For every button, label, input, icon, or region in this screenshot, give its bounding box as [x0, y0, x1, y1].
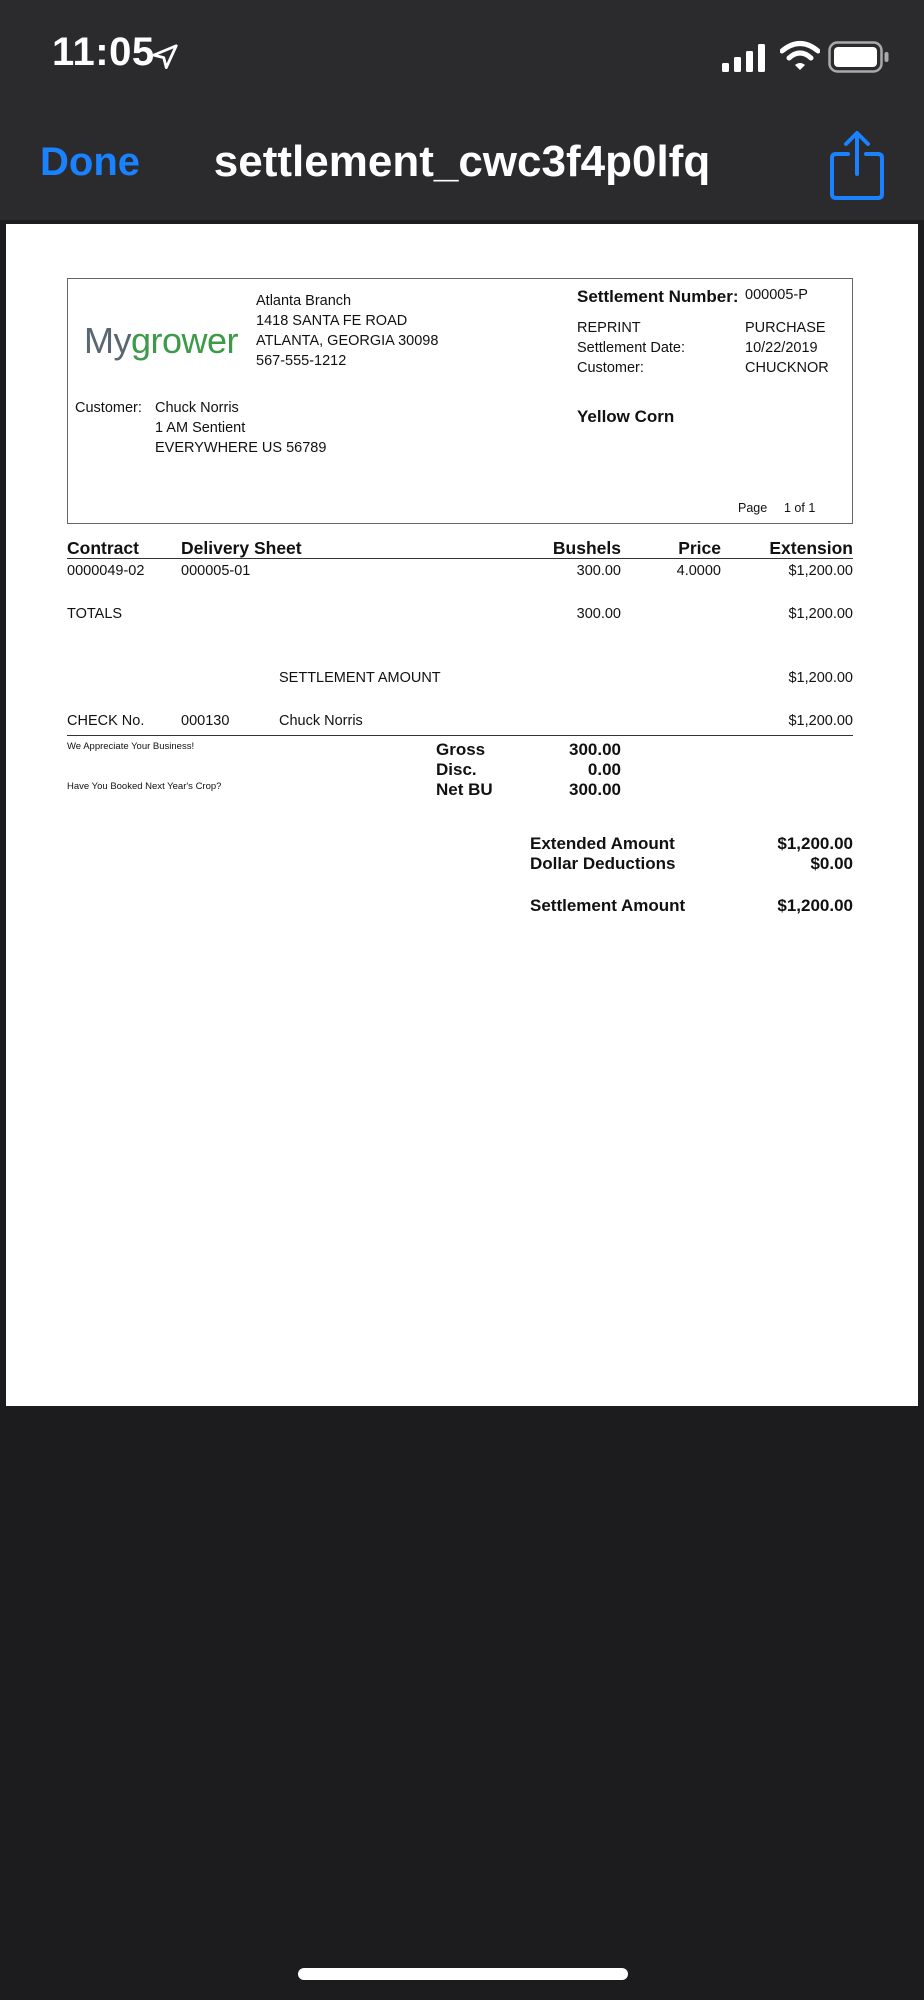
totals-bushels: 300.00: [576, 606, 621, 622]
col-extension: Extension: [769, 538, 853, 558]
share-icon[interactable]: [828, 128, 886, 202]
extended-amount-label: Extended Amount: [530, 834, 675, 853]
branch-phone: 567-555-1212: [256, 353, 347, 369]
status-time: 11:05: [52, 30, 155, 74]
reprint-label: REPRINT: [577, 320, 641, 336]
net-bu-value: 300.00: [569, 780, 621, 799]
branch-address-line1: 1418 SANTA FE ROAD: [256, 313, 408, 329]
customer-label: Customer:: [75, 400, 142, 416]
customer-address-line2: EVERYWHERE US 56789: [155, 440, 327, 456]
gross-label: Gross: [436, 740, 486, 759]
message-appreciate: We Appreciate Your Business!: [67, 741, 195, 752]
row-bushels: 300.00: [576, 563, 621, 579]
page-value: 1 of 1: [784, 501, 816, 515]
settlement-number: 000005-P: [745, 287, 808, 303]
customer-name: Chuck Norris: [155, 400, 239, 416]
dollar-deductions-label: Dollar Deductions: [530, 854, 676, 873]
reprint-value: PURCHASE: [745, 320, 826, 336]
wifi-icon: [780, 40, 820, 72]
home-indicator[interactable]: [298, 1968, 628, 1980]
check-number: 000130: [181, 713, 230, 729]
commodity: Yellow Corn: [577, 407, 675, 426]
header-rule: [67, 558, 853, 559]
col-contract: Contract: [67, 538, 139, 558]
location-arrow-icon: [150, 42, 180, 72]
customer-address-line1: 1 AM Sentient: [155, 420, 246, 436]
message-booked: Have You Booked Next Year's Crop?: [67, 781, 222, 792]
branch-address-line2: ATLANTA, GEORGIA 30098: [256, 333, 439, 349]
settlement-amount-label: SETTLEMENT AMOUNT: [279, 670, 441, 686]
row-contract: 0000049-02: [67, 563, 145, 579]
document-title: settlement_cwc3f4p0lfq: [213, 137, 711, 186]
totals-label: TOTALS: [67, 606, 123, 622]
settlement-date-label: Settlement Date:: [577, 340, 685, 356]
disc-label: Disc.: [436, 760, 477, 779]
gross-value: 300.00: [569, 740, 621, 759]
row-delivery-sheet: 000005-01: [181, 563, 251, 579]
settlement-amount-value: $1,200.00: [788, 670, 853, 686]
extended-amount-value: $1,200.00: [777, 834, 853, 853]
disc-value: 0.00: [587, 760, 621, 779]
customer-code: CHUCKNOR: [745, 360, 829, 376]
col-price: Price: [678, 538, 721, 558]
battery-icon: [828, 41, 890, 73]
settlement-amount-total-label: Settlement Amount: [530, 896, 686, 915]
col-bushels: Bushels: [552, 538, 621, 558]
customer-code-label: Customer:: [577, 360, 644, 376]
net-bu-label: Net BU: [436, 780, 493, 799]
done-button[interactable]: Done: [40, 140, 140, 184]
col-delivery-sheet: Delivery Sheet: [181, 538, 302, 558]
check-label: CHECK No.: [67, 713, 145, 729]
check-rule: [67, 735, 853, 736]
settlement-statement: [6, 224, 918, 1406]
settlement-date: 10/22/2019: [745, 340, 818, 356]
check-payee: Chuck Norris: [279, 713, 363, 729]
row-extension: $1,200.00: [788, 563, 853, 579]
row-price: 4.0000: [676, 563, 721, 579]
check-amount: $1,200.00: [788, 713, 853, 729]
settlement-amount-total-value: $1,200.00: [777, 896, 853, 915]
status-bar: [0, 0, 924, 110]
cellular-signal-icon: [722, 44, 766, 72]
dollar-deductions-value: $0.00: [810, 854, 853, 873]
page-label: Page: [738, 501, 768, 515]
mygrower-logo: Mygrower: [84, 320, 239, 361]
branch-name: Atlanta Branch: [256, 293, 352, 309]
navigation-bar: [0, 110, 924, 220]
totals-extension: $1,200.00: [788, 606, 853, 622]
document-page[interactable]: [6, 224, 918, 1406]
settlement-number-label: Settlement Number:: [577, 287, 739, 306]
